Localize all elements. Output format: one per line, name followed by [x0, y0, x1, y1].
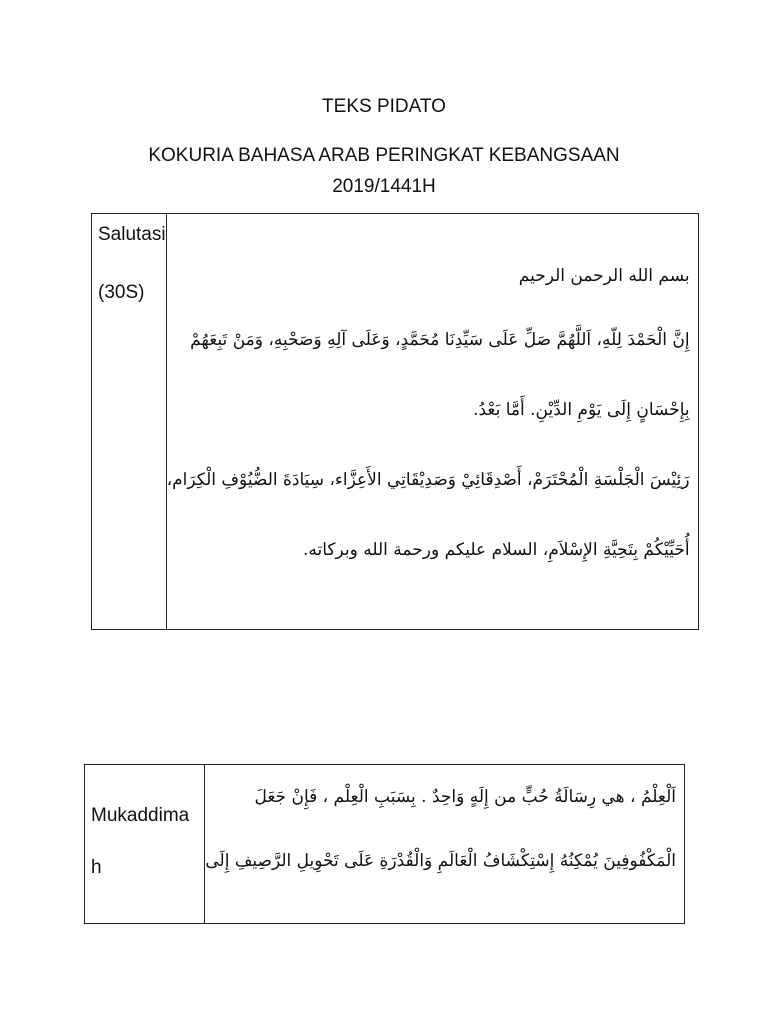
- page-year: 2019/1441H: [332, 176, 436, 197]
- mukaddimah-label-part2: h: [91, 857, 102, 878]
- basmalah-line: بسم الله الرحمن الرحيم: [518, 266, 690, 286]
- page-title: TEKS PIDATO: [322, 96, 446, 117]
- salutasi-line: رَئِيْسَ الْجَلْسَةِ الْمُحْتَرَمْ، أَصْدِقَائِيْ وَصَدِيْقَاتِي الأَعِزَّاء، سِيَادَةَ الضُّيُوْفِ الْكِرَام،: [166, 470, 690, 490]
- mukaddimah-content-cell: [205, 765, 685, 924]
- salutasi-label: Salutasi: [98, 224, 166, 245]
- mukaddimah-label-part1: Mukaddima: [91, 805, 190, 826]
- salutasi-content-cell: [166, 214, 698, 630]
- salutasi-line: أُحَيِّيْكُمْ بِتَحِيَّةِ الإِسْلاَمِ، السلام عليكم ورحمة الله وبركاته.: [303, 540, 690, 560]
- mukaddimah-line: اَلْعِلْمُ ، هي رِسَالَةُ حُبٍّ من إِلَهٍ وَاحِدٌ . بِسَبَبِ الْعِلْم ، فَإِنْ جَعَلَ: [254, 787, 676, 807]
- salutasi-label-cell: [92, 214, 167, 630]
- mukaddimah-line: الْمَكْفُوفِينَ يُمْكِنُهُ إِسْتِكْشَافُ الْعَالَمِ وَالْقُدْرَةِ عَلَى تَحْوِيلِ الرَّصِيفِ إِلَى: [205, 851, 676, 871]
- salutasi-duration: (30S): [98, 282, 145, 303]
- salutasi-table: [91, 213, 699, 630]
- salutasi-line: بِإِحْسَانٍ إِلَى يَوْمِ الدِّيْنِ. أَمَّا بَعْدُ.: [473, 400, 690, 420]
- mukaddimah-label-cell: [85, 765, 205, 924]
- mukaddimah-table: [84, 764, 685, 924]
- salutasi-line: إِنَّ الْحَمْدَ لِلّهِ، اَللَّهُمَّ صَلِّ عَلَى سَيِّدِنَا مُحَمَّدٍ، وَعَلَى آلِهِ وَصَحْبِهِ، وَمَنْ تَبِعَهُمْ: [190, 330, 690, 350]
- page-subtitle: KOKURIA BAHASA ARAB PERINGKAT KEBANGSAAN: [148, 145, 620, 166]
